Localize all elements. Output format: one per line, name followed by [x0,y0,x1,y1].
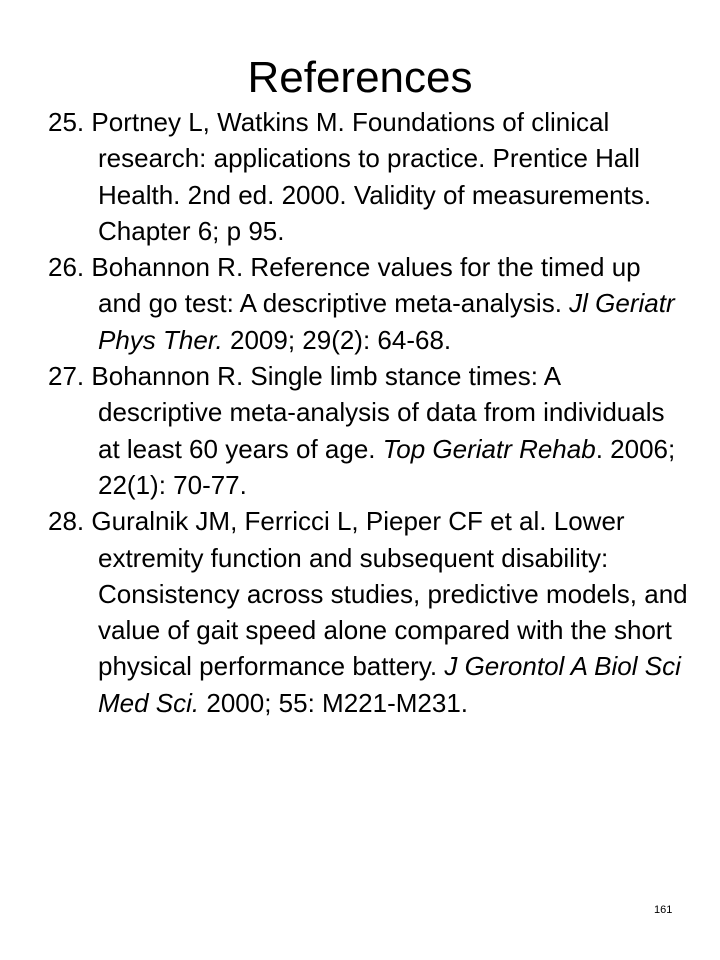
reference-number: 28. [48,506,85,537]
reference-text: Foundations of clinical research: applications to practice. Prentice Hall Health. 2nd ed. 2000. Validity of measurements. Chapter 6; p 95. [98,107,652,246]
reference-authors: Guralnik JM, Ferricci L, Pieper CF et al. [91,506,547,537]
reference-item-28 [48,503,688,721]
reference-number: 27. [48,361,85,392]
reference-authors: Bohannon R. [91,361,244,392]
page-title: References [247,53,473,102]
reference-tail: 2000; 55: M221-M231. [206,687,469,718]
reference-authors: Portney L, Watkins M. [91,107,345,137]
page-number: 161 [654,904,673,916]
reference-tail: . 2006; 22(1): 70-77. [98,433,676,500]
reference-number: 25. [48,107,85,137]
reference-item-27 [48,358,688,503]
reference-item-25 [48,104,688,249]
reference-journal: Top Geriatr Rehab [382,433,596,464]
reference-authors: Bohannon R. [91,252,244,283]
reference-text: Lower extremity function and subsequent disability: Consistency across studies, predictive models, and value of gait speed alone compared with the short physical performance battery. [98,506,688,682]
reference-text: Reference values for the timed up and go test: A descriptive meta-analysis. [98,252,641,319]
reference-number: 26. [48,252,85,283]
reference-text: Single limb stance times: A descriptive meta-analysis of data from individuals at least 60 years of age. [98,361,665,464]
reference-list [48,104,688,721]
reference-journal: J Gerontol A Biol Sci Med Sci. [98,651,681,718]
reference-item-26 [48,249,688,358]
reference-tail: 2009; 29(2): 64-68. [229,324,452,355]
reference-journal: Jl Geriatr Phys Ther. [98,288,675,355]
